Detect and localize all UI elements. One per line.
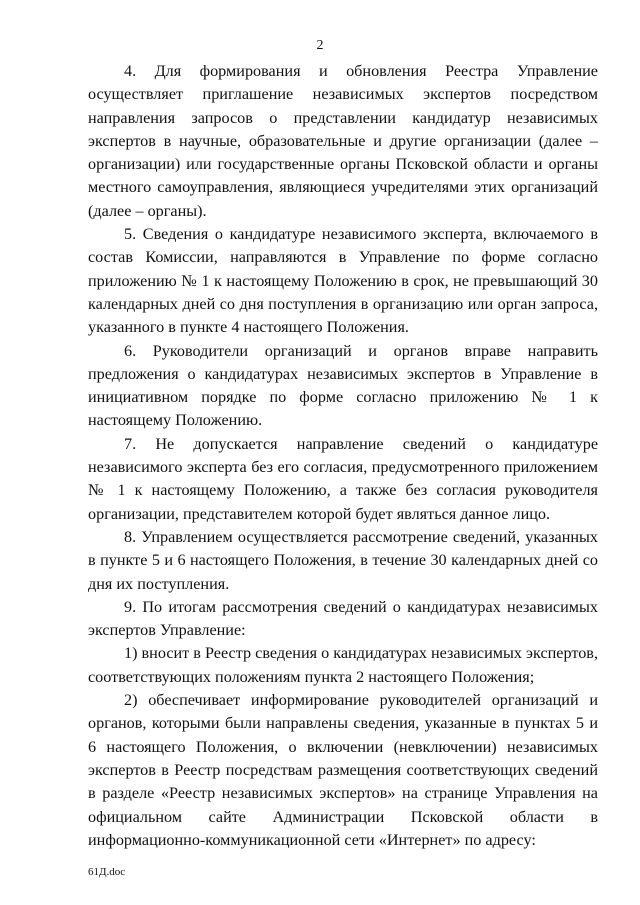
paragraph-9-item-1: 1) вносит в Реестр сведения о кандидатурах независимых экспертов, соответствующих положениям пункта 2 настоящего Положения; xyxy=(88,644,598,686)
paragraph-4: 4. Для формирования и обновления Реестра Управление осуществляет приглашение независимых экспертов посредством направления запросов о представлении кандидатур независимых экспертов в научные, образовательные и другие организации (далее – организации) или государственные органы Псковской области и органы местного самоуправления, являющиеся учредителями этих организаций (далее – органы). xyxy=(88,62,598,220)
paragraph-9-item-2: 2) обеспечивает информирование руководителей организаций и органов, которыми были направлены сведения, указанные в пунктах 5 и 6 настоящего Положения, о включении (невключении) независимых экспертов в Реестр посредствам размещения соответствующих сведений в разделе «Реестр независимых экспертов» на странице Управления на официальном сайте Администрации Псковской области в информационно-коммуникационной сети «Интернет» по адресу: xyxy=(88,691,598,849)
page-number: 2 xyxy=(316,38,324,53)
paragraph-5: 5. Сведения о кандидатуре независимого эксперта, включаемого в состав Комиссии, направляются в Управление по форме согласно приложению № 1 к настоящему Положению в срок, не превышающий 30 календарных дней со дня поступления в организацию или орган запроса, указанного в пункте 4 настоящего Положения. xyxy=(88,225,598,337)
paragraph-7: 7. Не допускается направление сведений о кандидатуре независимого эксперта без его согласия, предусмотренного приложением № 1 к настоящему Положению, а также без согласия руководителя организации, представителем которой будет являться данное лицо. xyxy=(88,434,598,523)
paragraph-9: 9. По итогам рассмотрения сведений о кандидатурах независимых экспертов Управление: xyxy=(88,597,598,640)
document-body xyxy=(88,60,598,852)
paragraph-8: 8. Управлением осуществляется рассмотрение сведений, указанных в пункте 5 и 6 настоящего Положения, в течение 30 календарных дней со дня их поступления. xyxy=(88,527,598,593)
paragraph-6: 6. Руководители организаций и органов вправе направить предложения о кандидатурах независимых экспертов в Управление в инициативном порядке по форме согласно приложению № 1 к настоящему Положению. xyxy=(88,341,598,430)
file-name-footer: 61Д.doc xyxy=(88,866,126,878)
